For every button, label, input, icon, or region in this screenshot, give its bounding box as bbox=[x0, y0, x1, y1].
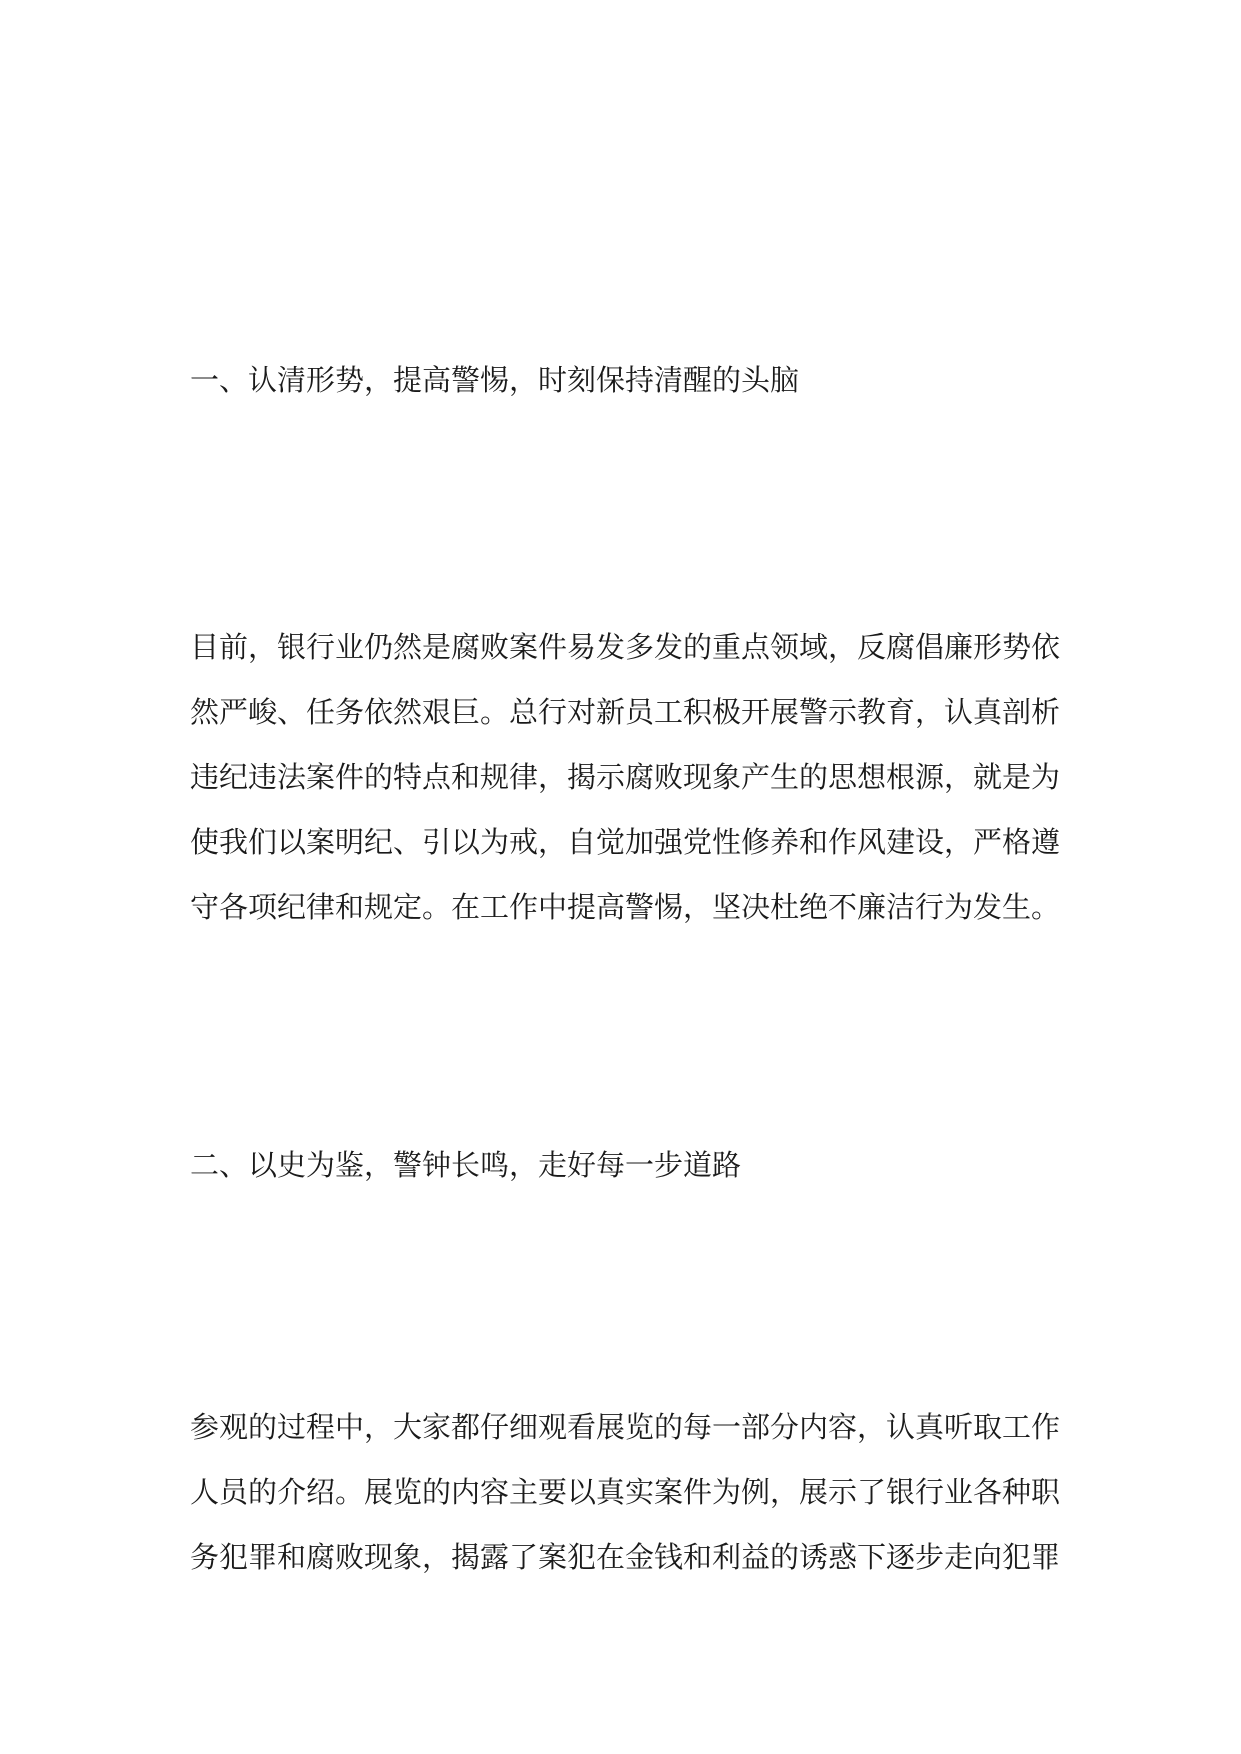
paragraph-line: 使我们以案明纪、引以为戒，自觉加强党性修养和作风建设，严格遵 bbox=[190, 825, 1061, 859]
paragraph-line: 人员的介绍。展览的内容主要以真实案件为例，展示了银行业各种职 bbox=[190, 1475, 1061, 1509]
paragraph-line: 目前，银行业仍然是腐败案件易发多发的重点领域，反腐倡廉形势依 bbox=[190, 630, 1061, 664]
paragraph-line: 务犯罪和腐败现象，揭露了案犯在金钱和利益的诱惑下逐步走向犯罪 bbox=[190, 1540, 1061, 1574]
section-paragraph-2 bbox=[190, 1395, 1090, 1590]
section-heading-1: 一、认清形势，提高警惕，时刻保持清醒的头脑 bbox=[190, 363, 800, 397]
section-heading-2: 二、以史为鉴，警钟长鸣，走好每一步道路 bbox=[190, 1148, 742, 1182]
paragraph-line: 守各项纪律和规定。在工作中提高警惕，坚决杜绝不廉洁行为发生。 bbox=[190, 890, 1061, 924]
paragraph-line: 参观的过程中，大家都仔细观看展览的每一部分内容，认真听取工作 bbox=[190, 1410, 1061, 1444]
paragraph-line: 然严峻、任务依然艰巨。总行对新员工积极开展警示教育，认真剖析 bbox=[190, 695, 1061, 729]
paragraph-line: 违纪违法案件的特点和规律，揭示腐败现象产生的思想根源，就是为 bbox=[190, 760, 1061, 794]
section-paragraph-1 bbox=[190, 615, 1090, 940]
